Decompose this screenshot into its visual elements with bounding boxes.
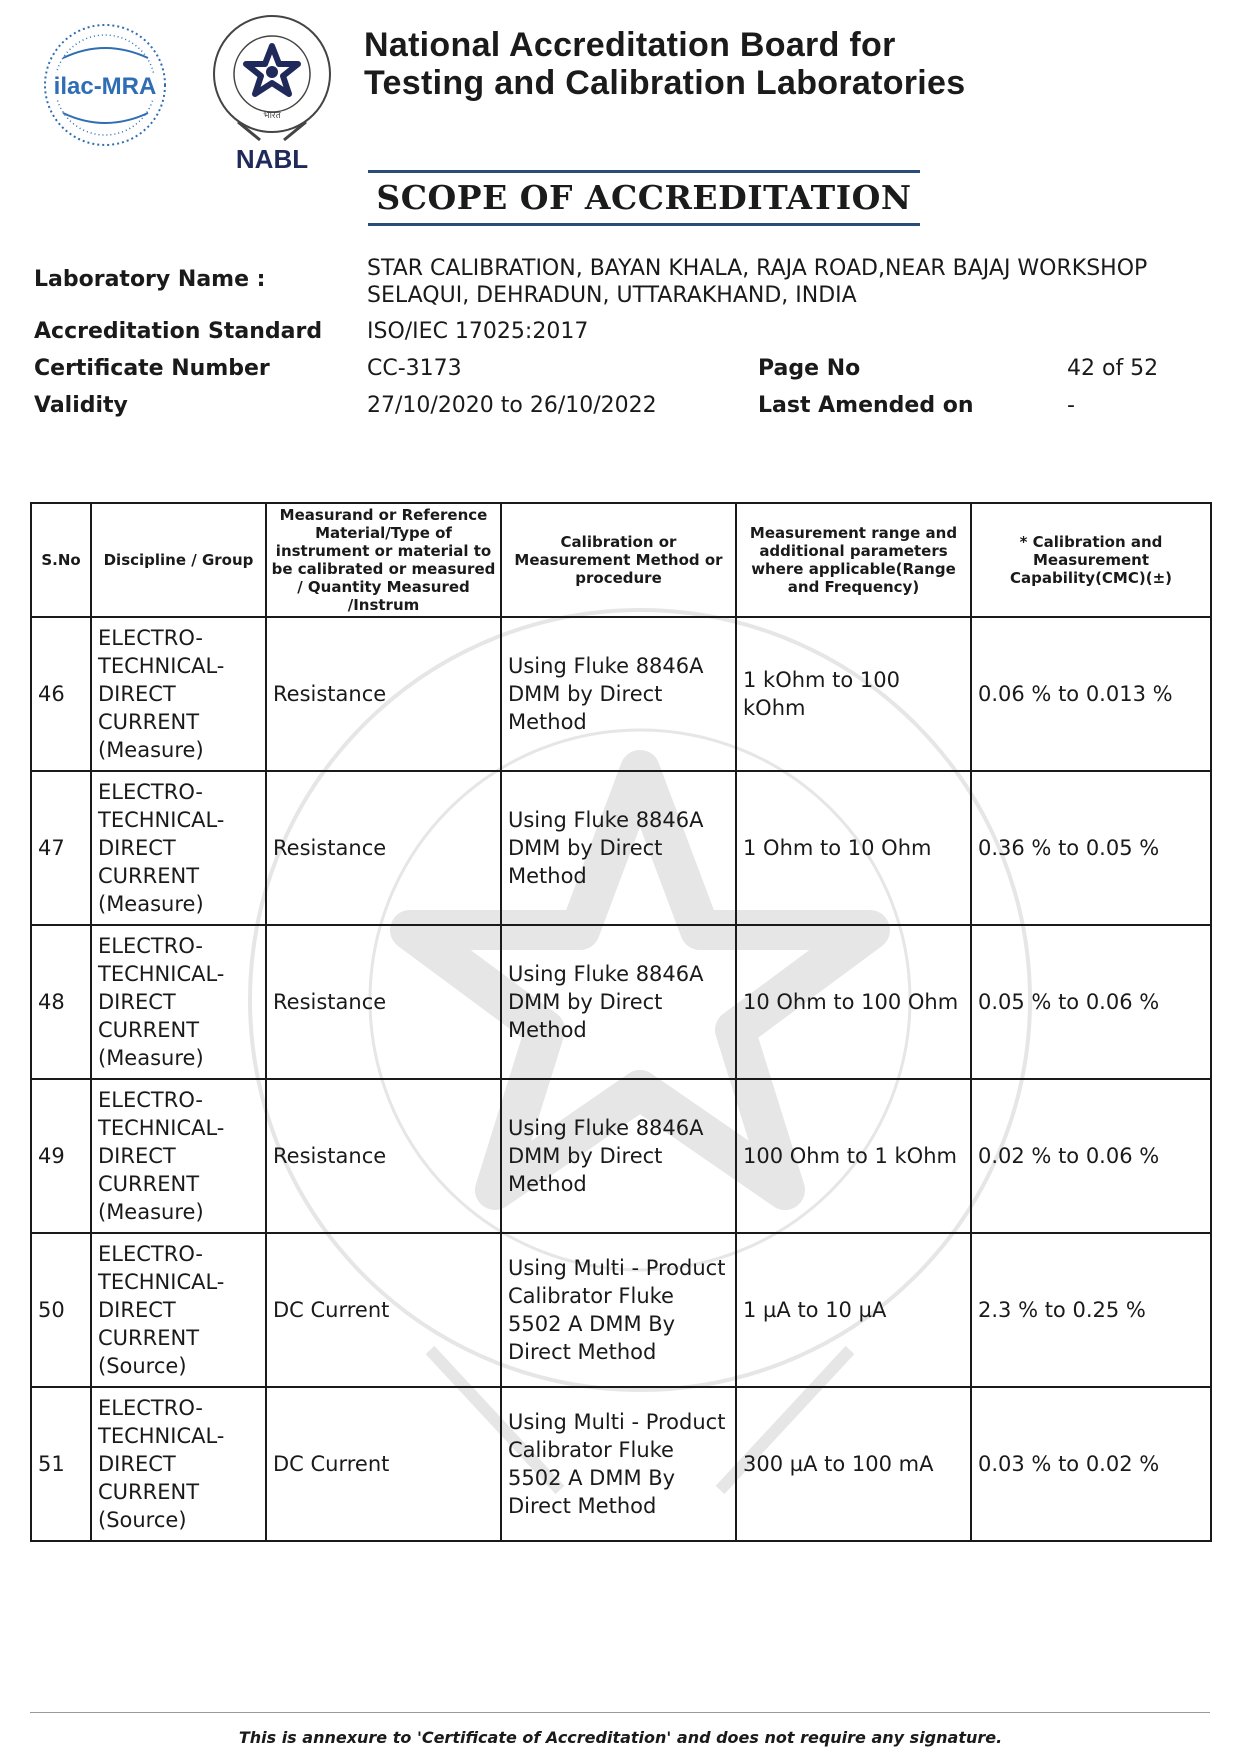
cell-cmc: 0.03 % to 0.02 %: [971, 1387, 1211, 1541]
table-row: [31, 617, 1211, 771]
cell-measurand: DC Current: [266, 1233, 501, 1387]
table-row: [31, 1387, 1211, 1541]
cell-method: Using Multi - Product Calibrator Fluke 5502 A DMM By Direct Method: [501, 1233, 736, 1387]
cell-method: Using Fluke 8846A DMM by Direct Method: [501, 1079, 736, 1233]
cell-cmc: 2.3 % to 0.25 %: [971, 1233, 1211, 1387]
header-method: Calibration or Measurement Method or procedure: [501, 503, 736, 617]
cell-measurand: Resistance: [266, 1079, 501, 1233]
scope-table: [30, 502, 1212, 1542]
cell-discipline: ELECTRO-TECHNICAL-DIRECT CURRENT (Source): [91, 1387, 266, 1541]
cell-range: 300 µA to 100 mA: [736, 1387, 971, 1541]
cell-measurand: Resistance: [266, 771, 501, 925]
cell-discipline: ELECTRO-TECHNICAL-DIRECT CURRENT (Source): [91, 1233, 266, 1387]
validity-value: 27/10/2020 to 26/10/2022: [367, 393, 657, 418]
cell-measurand: DC Current: [266, 1387, 501, 1541]
last-amended-value: -: [1067, 393, 1075, 418]
cell-sno: 47: [31, 771, 91, 925]
cell-discipline: ELECTRO-TECHNICAL-DIRECT CURRENT (Measure): [91, 617, 266, 771]
footer-divider: [30, 1712, 1210, 1713]
header-cmc: * Calibration and Measurement Capability(CMC)(±): [971, 503, 1211, 617]
cell-discipline: ELECTRO-TECHNICAL-DIRECT CURRENT (Measure): [91, 925, 266, 1079]
nabl-seal-text: भारत: [263, 111, 281, 121]
header-discipline: Discipline / Group: [91, 503, 266, 617]
cell-range: 1 kOhm to 100 kOhm: [736, 617, 971, 771]
cell-sno: 50: [31, 1233, 91, 1387]
table-row: [31, 771, 1211, 925]
header-range: Measurement range and additional parameters where applicable(Range and Frequency): [736, 503, 971, 617]
footer-note: This is annexure to 'Certificate of Accreditation' and does not require any signature.: [238, 1728, 1003, 1747]
cell-range: 1 Ohm to 10 Ohm: [736, 771, 971, 925]
cell-cmc: 0.06 % to 0.013 %: [971, 617, 1211, 771]
certificate-value: CC-3173: [367, 356, 462, 381]
lab-name-line1: STAR CALIBRATION, BAYAN KHALA, RAJA ROAD,NEAR BAJAJ WORKSHOP: [367, 256, 1148, 281]
header-sno: S.No: [31, 503, 91, 617]
table-row: [31, 1079, 1211, 1233]
cell-sno: 48: [31, 925, 91, 1079]
table-row: [31, 1233, 1211, 1387]
table-row: [31, 925, 1211, 1079]
cell-cmc: 0.36 % to 0.05 %: [971, 771, 1211, 925]
table-header-row: [31, 503, 1211, 617]
cell-sno: 51: [31, 1387, 91, 1541]
cell-cmc: 0.05 % to 0.06 %: [971, 925, 1211, 1079]
scope-table-container: [30, 502, 1210, 1542]
org-name-line1: National Accreditation Board for: [364, 26, 896, 64]
cell-cmc: 0.02 % to 0.06 %: [971, 1079, 1211, 1233]
page-no-label: Page No: [758, 356, 861, 381]
certificate-label: Certificate Number: [34, 356, 270, 381]
cell-range: 1 µA to 10 µA: [736, 1233, 971, 1387]
cell-discipline: ELECTRO-TECHNICAL-DIRECT CURRENT (Measure): [91, 771, 266, 925]
last-amended-label: Last Amended on: [758, 393, 974, 418]
lab-name-value: [367, 255, 1147, 309]
cell-range: 10 Ohm to 100 Ohm: [736, 925, 971, 1079]
standard-label: Accreditation Standard: [34, 319, 323, 344]
standard-value: ISO/IEC 17025:2017: [367, 319, 589, 344]
nabl-logo-text: NABL: [235, 144, 309, 174]
cell-method: Using Fluke 8846A DMM by Direct Method: [501, 617, 736, 771]
cell-sno: 46: [31, 617, 91, 771]
cell-method: Using Fluke 8846A DMM by Direct Method: [501, 925, 736, 1079]
org-name-line2: Testing and Calibration Laboratories: [364, 64, 966, 102]
cell-sno: 49: [31, 1079, 91, 1233]
scope-title: SCOPE OF ACCREDITATION: [368, 170, 920, 226]
header-measurand: Measurand or Reference Material/Type of instrument or material to be calibrated or measured / Quantity Measured /Instrum: [266, 503, 501, 617]
lab-name-line2: SELAQUI, DEHRADUN, UTTARAKHAND, INDIA: [367, 283, 857, 308]
page-no-value: 42 of 52: [1067, 356, 1159, 381]
organization-name: [364, 26, 965, 102]
nabl-logo: [200, 12, 345, 190]
validity-label: Validity: [34, 393, 128, 418]
cell-method: Using Multi - Product Calibrator Fluke 5502 A DMM By Direct Method: [501, 1387, 736, 1541]
cell-range: 100 Ohm to 1 kOhm: [736, 1079, 971, 1233]
cell-measurand: Resistance: [266, 925, 501, 1079]
ilac-mra-logo: [38, 18, 173, 153]
cell-measurand: Resistance: [266, 617, 501, 771]
ilac-logo-text: ilac-MRA: [53, 73, 157, 100]
lab-name-label: Laboratory Name :: [34, 267, 266, 292]
cell-method: Using Fluke 8846A DMM by Direct Method: [501, 771, 736, 925]
cell-discipline: ELECTRO-TECHNICAL-DIRECT CURRENT (Measure): [91, 1079, 266, 1233]
